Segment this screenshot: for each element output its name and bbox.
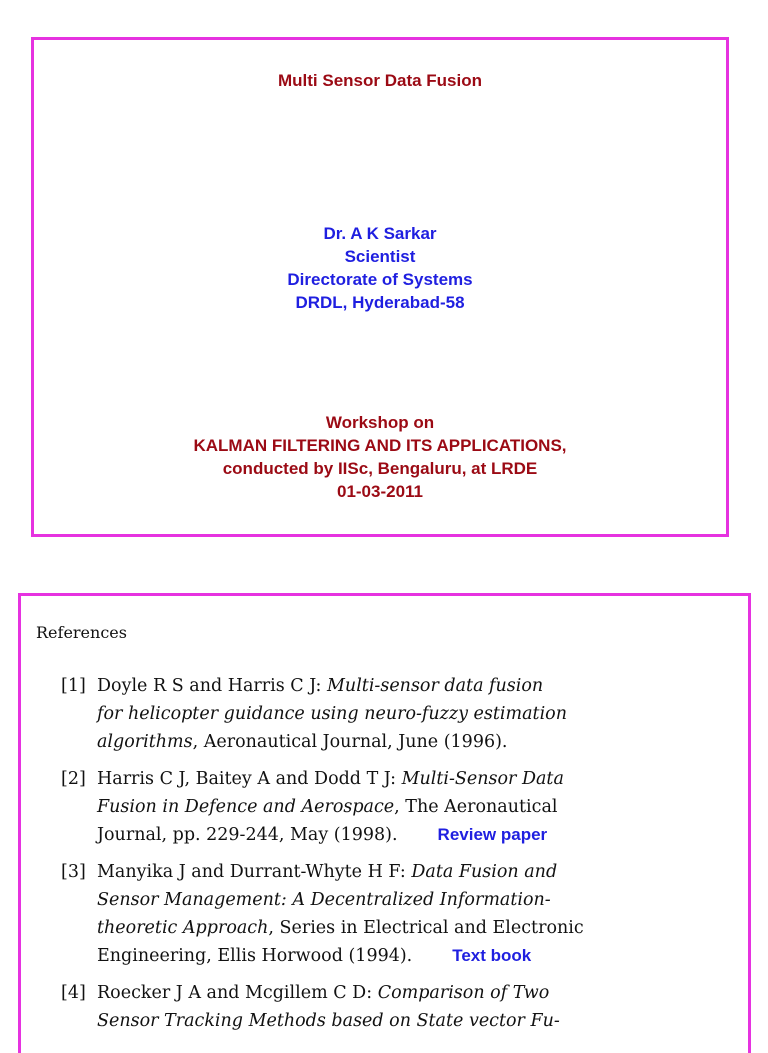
author-block — [34, 222, 726, 314]
text-book-note: Text book — [452, 946, 532, 965]
reference-title-text: Multi-sensor data fusion — [327, 676, 544, 696]
reference-number: [3] — [61, 862, 86, 882]
author-name: Dr. A K Sarkar — [323, 224, 437, 243]
reference-list — [61, 672, 701, 1044]
reference-title-text: theoretic Approach — [97, 918, 269, 938]
reference-item — [61, 765, 701, 849]
slide-title: Multi Sensor Data Fusion — [277, 71, 483, 90]
workshop-block — [34, 411, 726, 503]
reference-title-text: Data Fusion and — [411, 862, 558, 882]
reference-item — [61, 858, 701, 970]
reference-number: [1] — [61, 676, 86, 696]
reference-text: Manyika J and Durrant-Whyte H F: — [97, 862, 412, 882]
reference-text: , Series in Electrical and Electronic — [268, 918, 584, 938]
reference-text: Journal, pp. 229-244, May (1998). — [97, 825, 398, 845]
reference-title-text: Fusion in Defence and Aerospace — [97, 797, 395, 817]
reference-number: [4] — [61, 983, 86, 1003]
reference-text: Harris C J, Baitey A and Dodd T J: — [97, 769, 402, 789]
reference-text: Doyle R S and Harris C J: — [97, 676, 328, 696]
reference-title-text: Comparison of Two — [377, 983, 550, 1003]
reference-title-text: Multi-Sensor Data — [401, 769, 564, 789]
reference-title-text: Sensor Tracking Methods based on State vector Fu- — [97, 1011, 560, 1031]
reference-item — [61, 979, 701, 1035]
reference-text: Engineering, Ellis Horwood (1994). — [97, 946, 413, 966]
references-heading: References — [36, 623, 127, 642]
reference-title-text: algorithms — [97, 732, 193, 752]
reference-item — [61, 672, 701, 756]
author-department: Directorate of Systems — [287, 270, 473, 289]
workshop-title: KALMAN FILTERING AND ITS APPLICATIONS, — [193, 436, 567, 455]
workshop-label: Workshop on — [325, 413, 435, 432]
workshop-organizer: conducted by IISc, Bengaluru, at LRDE — [222, 459, 538, 478]
reference-number: [2] — [61, 769, 86, 789]
reference-text: , The Aeronautical — [394, 797, 558, 817]
workshop-date: 01-03-2011 — [336, 482, 424, 501]
references-panel — [18, 593, 751, 1053]
reference-title-text: for helicopter guidance using neuro-fuzzy estimation — [97, 704, 567, 724]
author-designation: Scientist — [344, 247, 416, 266]
reference-text: Roecker J A and Mcgillem C D: — [97, 983, 378, 1003]
title-slide — [31, 37, 729, 537]
review-paper-note: Review paper — [437, 825, 548, 844]
reference-text: , Aeronautical Journal, June (1996). — [192, 732, 508, 752]
author-organization: DRDL, Hyderabad-58 — [295, 293, 465, 312]
reference-title-text: Sensor Management: A Decentralized Information- — [97, 890, 551, 910]
